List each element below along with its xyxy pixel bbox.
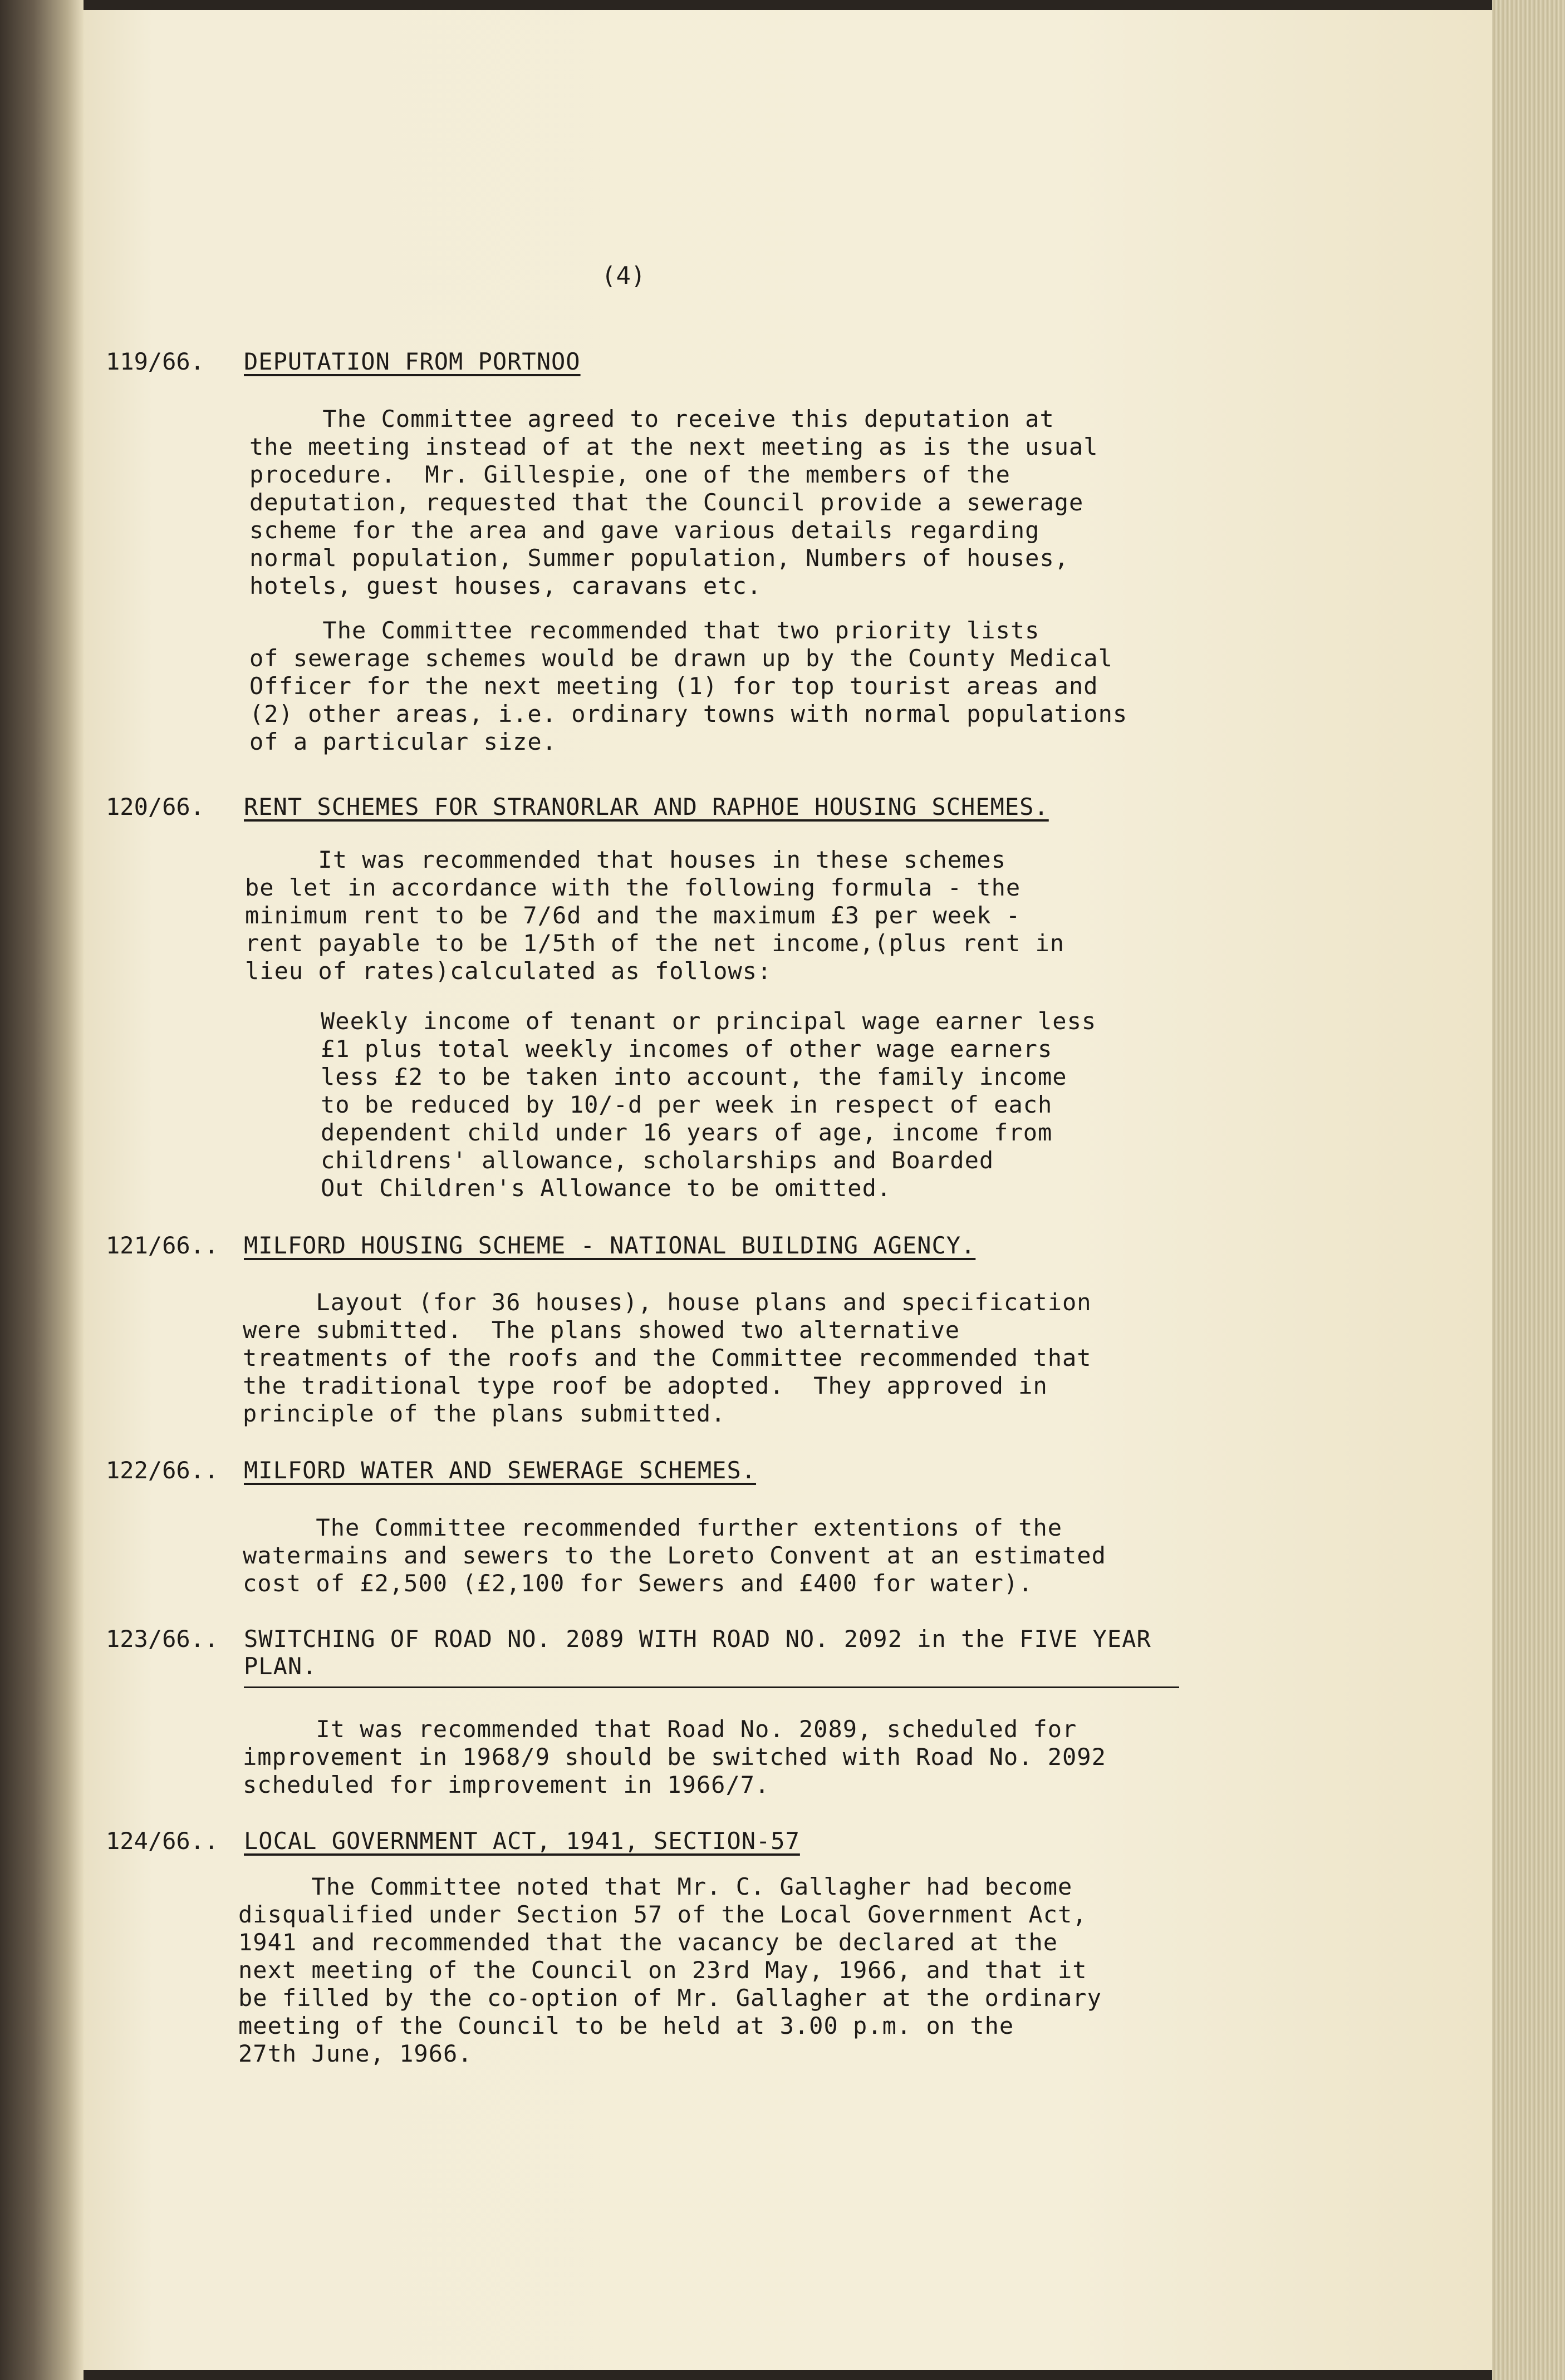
item-heading: RENT SCHEMES FOR STRANORLAR AND RAPHOE HOUSING SCHEMES. [244,793,1049,820]
item-paragraph: The Committee recommended further extentions of the watermains and sewers to the Loreto Convent at an estimated cost of £2,500 (£2,100 for Sewers and £400 for water). [243,1514,1106,1597]
item-number: 120/66. [106,793,205,820]
heading-underline [244,1686,1179,1688]
item-paragraph: It was recommended that Road No. 2089, scheduled for improvement in 1968/9 should be switched with Road No. 2092 scheduled for improvement in 1966/7. [243,1715,1106,1798]
item-number: 122/66.. [106,1457,219,1484]
item-number: 119/66. [106,348,205,375]
item-heading: MILFORD WATER AND SEWERAGE SCHEMES. [244,1457,757,1484]
page-number: (4) [601,262,646,290]
item-paragraph: The Committee recommended that two priority lists of sewerage schemes would be drawn up by the County Medical Officer for the next meeting (1) for top tourist areas and (2) other areas, i.e. ordinary towns with normal populations of a particular size. [249,617,1128,755]
item-number: 121/66.. [106,1232,219,1259]
item-paragraph: Layout (for 36 houses), house plans and specification were submitted. The plans showed two alternative treatments of the roofs and the Committee recommended that the traditional type roof be adopted. They approved in principle of the plans submitted. [243,1289,1092,1427]
item-paragraph: The Committee noted that Mr. C. Gallagher had become disqualified under Section 57 of the Local Government Act, 1941 and recommended that the vacancy be declared at the next meeting of the Council on 23rd May, 1966, and that it be filled by the co-option of Mr. Gallagher at the ordinary meeting of the Council to be held at 3.00 p.m. on the 27th June, 1966. [238,1873,1102,2067]
item-heading: MILFORD HOUSING SCHEME - NATIONAL BUILDING AGENCY. [244,1232,976,1259]
item-heading: DEPUTATION FROM PORTNOO [244,348,581,375]
item-indented-paragraph: Weekly income of tenant or principal wage earner less £1 plus total weekly incomes of other wage earners less £2 to be taken into account, the family income to be reduced by 10/-d per week in respect of each dependent child under 16 years of age, income from childrens' allowance, scholarships and Boarded Out Children's Allowance to be omitted. [321,1007,1097,1202]
page-edges [1492,0,1565,2380]
item-paragraph: The Committee agreed to receive this deputation at the meeting instead of at the next meeting as is the usual procedure. Mr. Gillespie, one of the members of the deputation, requested that the Council provide a sewerage scheme for the area and gave various details regarding normal population, Summer population, Numbers of houses, hotels, guest houses, caravans etc. [249,405,1098,599]
item-heading: LOCAL GOVERNMENT ACT, 1941, SECTION-57 [244,1827,800,1855]
item-paragraph: It was recommended that houses in these schemes be let in accordance with the following formula - the minimum rent to be 7/6d and the maximum £3 per week - rent payable to be 1/5th of the net income,(plus rent in lieu of rates)calculated as follows: [245,846,1065,985]
item-number: 124/66.. [106,1827,219,1855]
book-binding [0,0,84,2380]
item-heading: SWITCHING OF ROAD NO. 2089 WITH ROAD NO. 2092 in the FIVE YEAR PLAN. [244,1625,1151,1680]
item-number: 123/66.. [106,1625,219,1653]
